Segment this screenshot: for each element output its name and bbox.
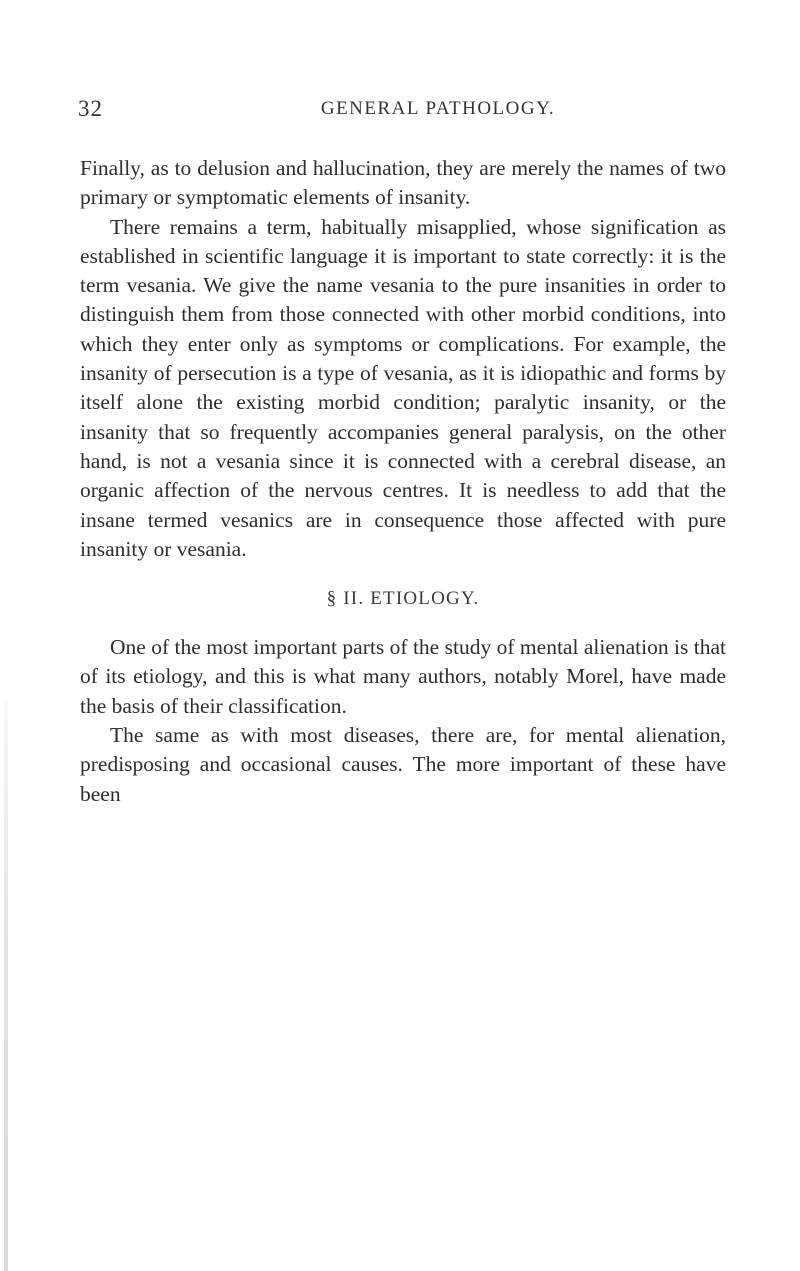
scan-edge-shadow <box>4 700 8 1271</box>
section-heading-etiology: § II. ETIOLOGY. <box>326 588 480 610</box>
paragraph-etiology: One of the most important parts of the study of mental alienation is that of its etiology, and this is what many authors, notably Morel, have made the basis of their classification. <box>80 635 726 718</box>
page-number: 32 <box>78 96 103 121</box>
running-head: GENERAL PATHOLOGY. <box>320 98 556 119</box>
paragraph-delusion: Finally, as to delusion and hallucination, they are merely the names of two primary or symptomatic elements of insanity. <box>80 156 726 210</box>
body-text <box>80 154 726 809</box>
paragraph-causes: The same as with most diseases, there are, for mental alienation, predisposing and occasional causes. The more important of these have been <box>80 723 726 806</box>
paragraph-vesania: There remains a term, habitually misapplied, whose signification as established in scientific language it is important to state correctly: it is the term vesania. We give the name vesania to the pure insanities in order to distinguish them from those connected with other morbid conditions, into which they enter only as symptoms or complications. For example, the insanity of persecution is a type of vesania, as it is idiopathic and forms by itself alone the existing morbid condition; paralytic insanity, or the insanity that so frequently accompanies general paralysis, on the other hand, is not a vesania since it is connected with a cerebral disease, an organic affection of the nervous centres. It is needless to add that the insane termed vesanics are in consequence those affected with pure insanity or vesania. <box>80 214 726 561</box>
page-header <box>78 96 798 126</box>
